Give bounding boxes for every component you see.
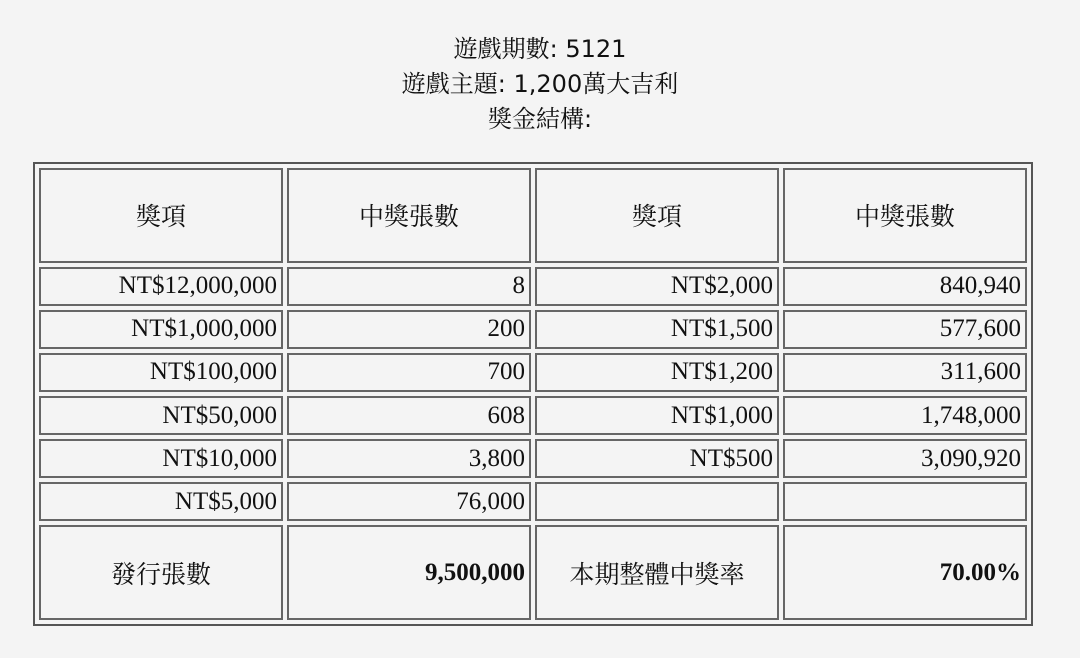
period-line: [0, 32, 1080, 67]
prize-cell: NT$1,000,000: [39, 310, 283, 349]
table-row: [39, 267, 1027, 306]
count-cell: 200: [287, 310, 531, 349]
prize-cell: NT$100,000: [39, 353, 283, 392]
column-header-prize: 獎項: [535, 168, 779, 263]
overall-win-rate-value: 70.00%: [783, 525, 1027, 620]
prize-cell: [535, 482, 779, 521]
header: [0, 32, 1080, 137]
count-cell: 311,600: [783, 353, 1027, 392]
theme-label: 遊戲主題:: [401, 70, 506, 98]
structure-label: 獎金結構:: [487, 105, 593, 133]
prize-cell: NT$5,000: [39, 482, 283, 521]
issued-tickets-value: 9,500,000: [287, 525, 531, 620]
prize-cell: NT$10,000: [39, 439, 283, 478]
prize-cell: NT$12,000,000: [39, 267, 283, 306]
overall-win-rate-label: 本期整體中獎率: [535, 525, 779, 620]
column-header-winning-tickets: 中獎張數: [287, 168, 531, 263]
table-row: [39, 439, 1027, 478]
prize-cell: NT$1,200: [535, 353, 779, 392]
table-footer-row: [39, 525, 1027, 620]
prize-cell: NT$500: [535, 439, 779, 478]
prize-cell: NT$2,000: [535, 267, 779, 306]
count-cell: 577,600: [783, 310, 1027, 349]
table-row: [39, 310, 1027, 349]
count-cell: 3,090,920: [783, 439, 1027, 478]
count-cell: 3,800: [287, 439, 531, 478]
theme-value: 1,200萬大吉利: [513, 70, 679, 98]
prize-cell: NT$1,000: [535, 396, 779, 435]
table-row: [39, 353, 1027, 392]
count-cell: 8: [287, 267, 531, 306]
count-cell: 840,940: [783, 267, 1027, 306]
period-value: 5121: [565, 35, 627, 63]
table-row: [39, 482, 1027, 521]
issued-tickets-label: 發行張數: [39, 525, 283, 620]
count-cell: 1,748,000: [783, 396, 1027, 435]
prize-cell: NT$50,000: [39, 396, 283, 435]
theme-line: [0, 67, 1080, 102]
count-cell: 76,000: [287, 482, 531, 521]
prize-cell: NT$1,500: [535, 310, 779, 349]
count-cell: 608: [287, 396, 531, 435]
count-cell: 700: [287, 353, 531, 392]
prize-table: [33, 162, 1033, 626]
column-header-winning-tickets: 中獎張數: [783, 168, 1027, 263]
table-row: [39, 396, 1027, 435]
column-header-prize: 獎項: [39, 168, 283, 263]
period-label: 遊戲期數:: [453, 35, 558, 63]
table-header-row: [39, 168, 1027, 263]
count-cell: [783, 482, 1027, 521]
